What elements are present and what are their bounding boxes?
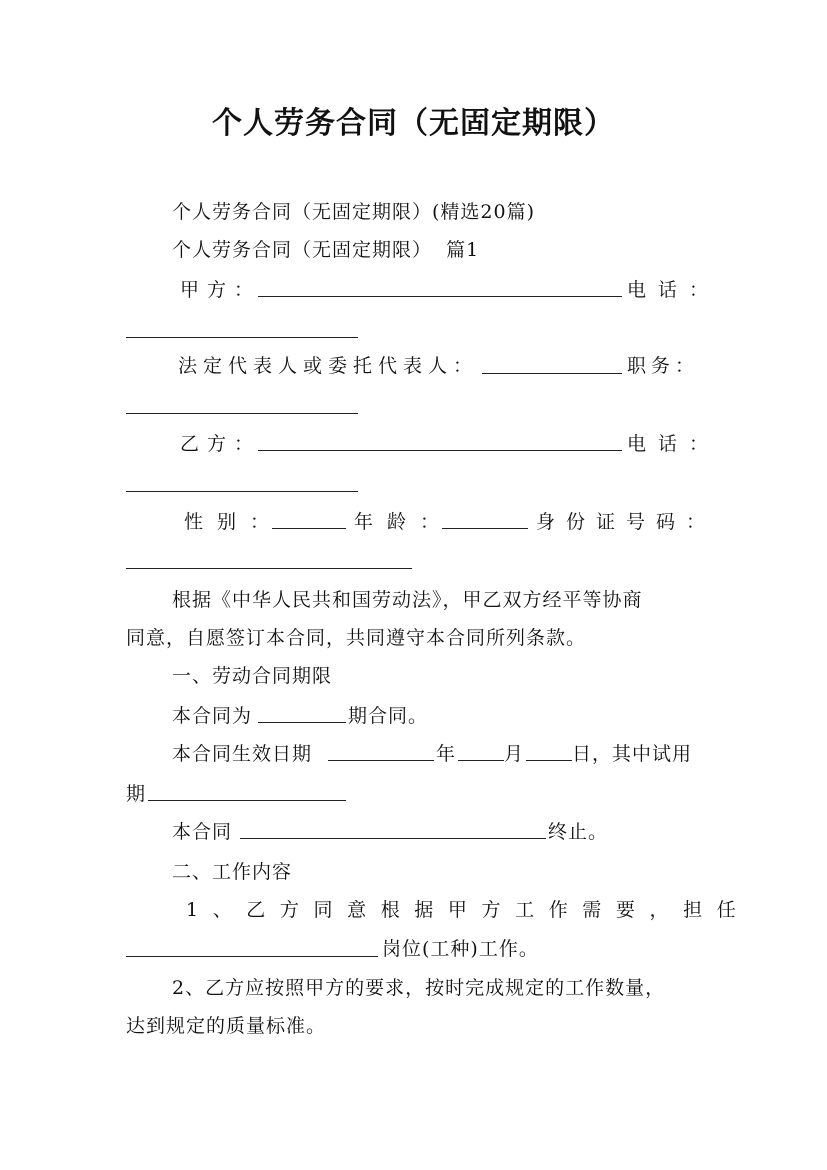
legal-rep-blank (482, 373, 622, 374)
effective-day-label: 日，其中试用 (572, 743, 693, 765)
phone-a-blank (126, 337, 358, 338)
end-text-b: 终止。 (548, 821, 609, 843)
basis-line-1: 根据《中华人民共和国劳动法》，甲乙双方经平等协商 (172, 589, 643, 611)
end-blank (240, 838, 546, 839)
probation-label: 期 (126, 783, 147, 805)
item-1-line-2: 岗位(工种)工作。 (382, 938, 539, 960)
phone-b-blank (126, 491, 358, 492)
age-blank (442, 528, 528, 529)
gender-label: 性别： (184, 511, 284, 533)
section-1-heading: 一、劳动合同期限 (172, 665, 333, 687)
effective-year-label: 年 (436, 743, 457, 765)
section-2-heading: 二、工作内容 (172, 861, 293, 883)
effective-year-blank (328, 760, 434, 761)
phone-b-label: 电话： (627, 433, 721, 455)
basis-line-2: 同意，自愿签订本合同，共同遵守本合同所列条款。 (126, 627, 587, 649)
effective-month-blank (458, 760, 504, 761)
party-a-blank (258, 296, 622, 297)
term-text-b: 期合同。 (348, 705, 429, 727)
party-b-blank (258, 450, 622, 451)
end-text-a: 本合同 (172, 821, 233, 843)
age-label: 年龄： (354, 511, 454, 533)
item-1-line-1: 1、乙方同意根据甲方工作需要，担任 (186, 899, 751, 921)
item-1-blank (126, 956, 378, 957)
item-2-line-2: 达到规定的质量标准。 (126, 1015, 327, 1037)
id-number-blank (126, 568, 412, 569)
position-blank (126, 413, 358, 414)
part-heading: 个人劳务合同（无固定期限） 篇1 (172, 239, 480, 261)
effective-month-label: 月 (504, 743, 525, 765)
probation-blank (148, 800, 346, 801)
legal-rep-label: 法定代表人或委托代表人： (178, 355, 479, 377)
item-2-line-1: 2、乙方应按照甲方的要求，按时完成规定的工作数量， (172, 977, 666, 999)
effective-date-text: 本合同生效日期 (172, 743, 313, 765)
document-title: 个人劳务合同（无固定期限） (212, 106, 615, 141)
position-label: 职务： (627, 355, 700, 377)
effective-day-blank (526, 760, 572, 761)
phone-a-label: 电话： (627, 279, 721, 301)
party-a-label: 甲方： (180, 279, 262, 301)
id-number-label: 身份证号码： (536, 511, 717, 533)
gender-blank (272, 528, 346, 529)
subtitle: 个人劳务合同（无固定期限）(精选20篇) (172, 201, 536, 223)
term-blank (258, 722, 346, 723)
party-b-label: 乙方： (180, 433, 262, 455)
term-text-a: 本合同为 (172, 705, 253, 727)
